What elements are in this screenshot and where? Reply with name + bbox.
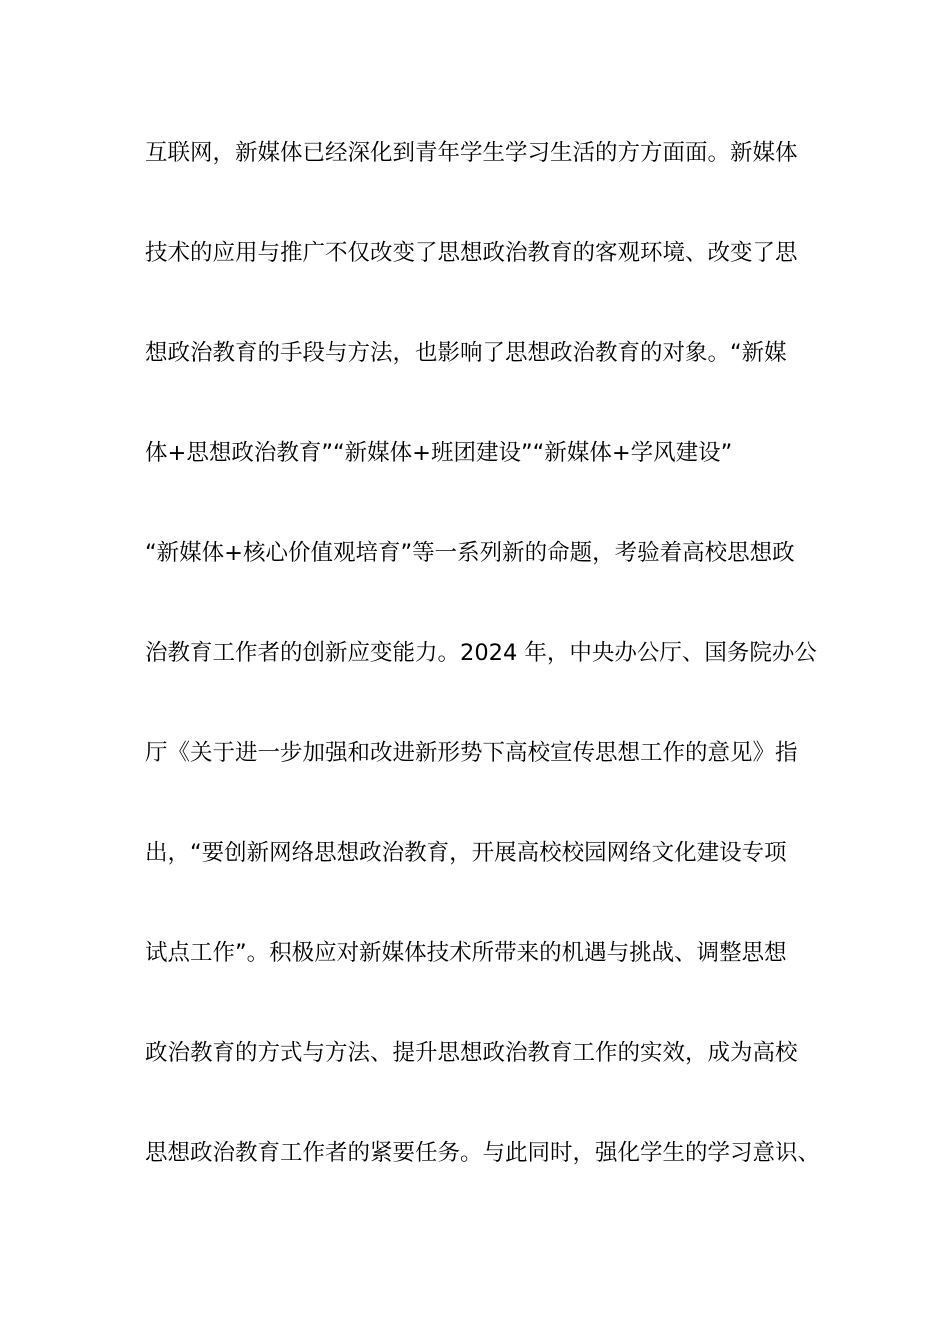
text-line: “新媒体+核心价值观培育”等一系列新的命题，考验着高校思想政 (145, 540, 795, 566)
text-line: 互联网，新媒体已经深化到青年学生学习生活的方方面面。新媒体 (145, 140, 798, 166)
text-line: 治教育工作者的创新应变能力。2024 年，中央办公厅、国务院办公 (145, 640, 817, 666)
text-line: 政治教育的方式与方法、提升思想政治教育工作的实效，成为高校 (145, 1040, 798, 1066)
text-line: 想政治教育的手段与方法，也影响了思想政治教育的对象。“新媒 (145, 340, 787, 366)
text-line: 技术的应用与推广不仅改变了思想政治教育的客观环境、改变了思 (145, 240, 798, 266)
text-line: 试点工作”。积极应对新媒体技术所带来的机遇与挑战、调整思想 (145, 940, 787, 966)
text-line: 出，“要创新网络思想政治教育，开展高校校园网络文化建设专项 (145, 840, 787, 866)
text-line: 体+思想政治教育”“新媒体+班团建设”“新媒体+学风建设” (145, 440, 733, 466)
text-line: 厅《关于进一步加强和改进新形势下高校宣传思想工作的意见》指 (145, 740, 798, 766)
text-line: 思想政治教育工作者的紧要任务。与此同时，强化学生的学习意识、 (145, 1140, 821, 1166)
body-paragraph (145, 124, 825, 1224)
